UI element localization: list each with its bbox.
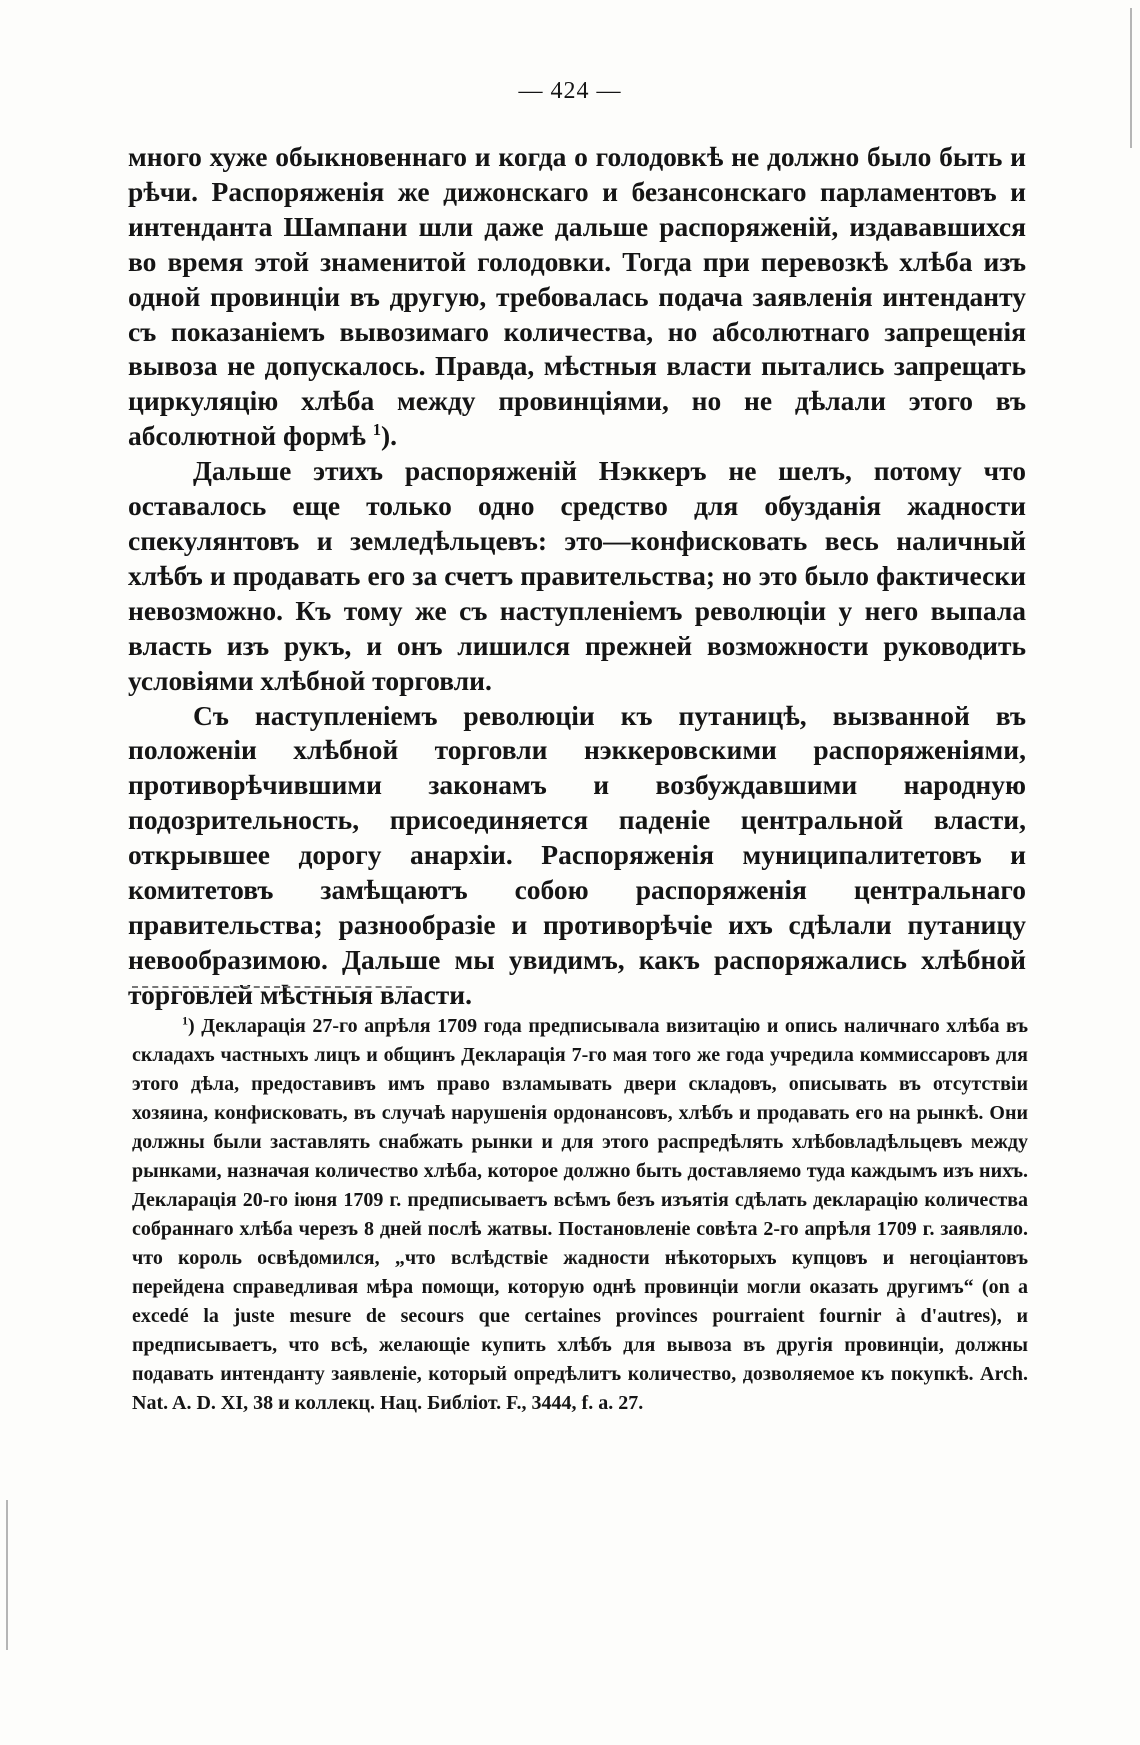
footnote-marker: 1 bbox=[182, 1013, 188, 1028]
paragraph-1-tail: ). bbox=[381, 420, 398, 452]
page-number: — 424 — bbox=[518, 78, 622, 104]
left-edge-mark bbox=[6, 1500, 8, 1650]
main-text bbox=[128, 140, 1026, 1013]
paragraph-2: Дальше этихъ распоряженій Нэккеръ не шелъ, потому что оставалось еще только одно средство для обузданія жадности спекулянтовъ и земледѣльцевъ: это—конфисковать весь наличный хлѣбъ и продавать его за счетъ правительства; но это было фактически невозможно. Къ тому же съ наступленіемъ революціи у него выпала власть изъ рукъ, и онъ лишился прежней возможности руководить условіями хлѣбной торговли. bbox=[128, 455, 1026, 696]
footnote bbox=[132, 1012, 1028, 1418]
paragraph-1 bbox=[128, 140, 1026, 454]
footnote-marker-tail: ) bbox=[188, 1015, 195, 1037]
paragraph-3: Съ наступленіемъ революціи къ путаницѣ, вызванной въ положеніи хлѣбной торговли нэккеровскими распоряженіями, противорѣчившими законамъ и возбуждавшими народную подозрительность, присоединяется паденіе центральной власти, открывшее дорогу анархіи. Распоряженія муниципалитетовъ и комитетовъ замѣщаютъ собою распоряженія центральнаго правительства; разнообразіе и противорѣчіе ихъ сдѣлали путаницу невообразимою. Дальше мы увидимъ, какъ распоряжались хлѣбной торговлей мѣстныя власти. bbox=[128, 699, 1026, 1010]
right-edge-mark bbox=[1130, 8, 1132, 148]
paragraph-1-text: много хуже обыкновеннаго и когда о голодовкѣ не должно было быть и рѣчи. Распоряженія же дижонскаго и безансонскаго парламентовъ и интенданта Шампани шли даже дальше распоряженій, издававшихся во время этой знаменитой голодовки. Тогда при перевозкѣ хлѣба изъ одной провинціи въ другую, требовалась подача заявленія интенданту съ показаніемъ вывозимаго количества, но абсолютнаго запрещенія вывоза не допускалось. Правда, мѣстныя власти пытались запрещать циркуляцію хлѣба между провинціями, но не дѣлали этого въ абсолютной формѣ bbox=[128, 141, 1026, 452]
footnote-reference: 1 bbox=[372, 420, 382, 440]
footnote-separator bbox=[132, 986, 412, 988]
footnote-paragraph bbox=[132, 1012, 1028, 1418]
footnote-text: Декларація 27-го апрѣля 1709 года предписывала визитацію и опись наличнаго хлѣба въ складахъ частныхъ лицъ и общинъ Декларація 7-го мая того же года учредила коммиссаровъ для этого дѣла, предоставивъ имъ право взламывать двери складовъ, описывать въ отсутствіи хозяина, конфисковать, въ случаѣ нарушенія ордонансовъ, хлѣбъ и продавать его на рынкѣ. Они должны были заставлять снабжать рынки и для этого распредѣлять хлѣбовладѣльцевъ между рынками, назначая количество хлѣба, которое должно быть доставляемо туда каждымъ изъ нихъ. Декларація 20-го іюня 1709 г. предписываетъ всѣмъ безъ изъятія сдѣлать декларацію количества собраннаго хлѣба черезъ 8 дней послѣ жатвы. Постановленіе совѣта 2-го апрѣля 1709 г. заявляло. что король освѣдомился, „что вслѣдствіе жадности нѣкоторыхъ купцовъ и негоціантовъ перейдена справедливая мѣра помощи, которую однѣ провинціи могли оказать другимъ“ (on a excedé la juste mesure de secours que certaines provinces pourraient fournir à d'autres), и предписываетъ, что всѣ, желающіе купить хлѣбъ для вывоза въ другія провинціи, должны подавать интенданту заявленіе, который опредѣлитъ количество, дозволяемое къ покупкѣ. Arch. Nat. A. D. XI, 38 и коллекц. Нац. Библіот. F., 3444, f. a. 27. bbox=[132, 1015, 1029, 1414]
